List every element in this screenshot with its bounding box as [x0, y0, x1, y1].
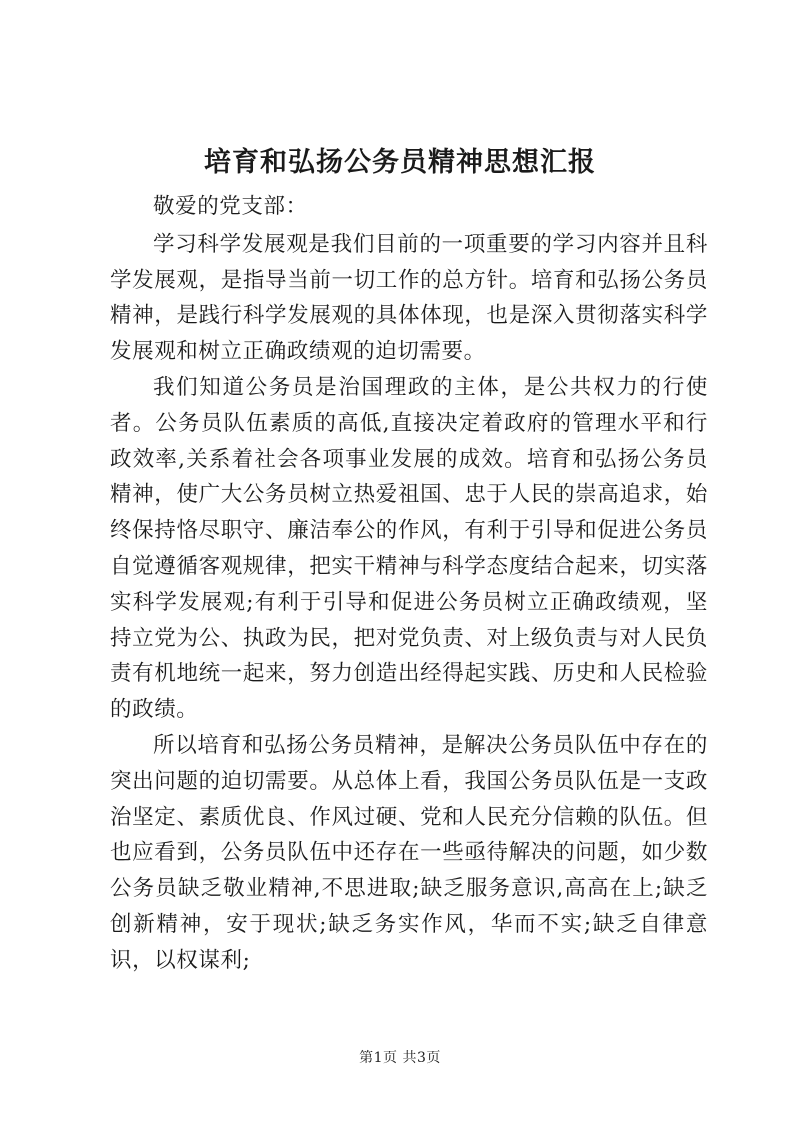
- page-footer: 第1页 共3页: [359, 1050, 441, 1066]
- greeting: 敬爱的党支部：: [153, 194, 308, 219]
- paragraph-2: 我们知道公务员是治国理政的主体，是公共权力的行使者。公务员队伍素质的高低,直接决定着政府的管理水平和行政效率,关系着社会各项事业发展的成效。培育和弘扬公务员精神，使广大公务员树立热爱祖国、忠于人民的崇高追求，始终保持恪尽职守、廉洁奉公的作风，有利于引导和促进公务员自觉遵循客观规律，把实干精神与科学态度结合起来，切实落实科学发展观;有利于引导和促进公务员树立正确政绩观，坚持立党为公、执政为民，把对党负责、对上级负责与对人民负责有机地统一起来，努力创造出经得起实践、历史和人民检验的政绩。: [110, 374, 708, 723]
- document-title: 培育和弘扬公务员精神思想汇报: [204, 147, 596, 178]
- paragraph-3: 所以培育和弘扬公务员精神，是解决公务员队伍中存在的突出问题的迫切需要。从总体上看，我国公务员队伍是一支政治坚定、素质优良、作风过硬、党和人民充分信赖的队伍。但也应看到，公务员队伍中还存在一些亟待解决的问题，如少数公务员缺乏敬业精神,不思进取;缺乏服务意识,高高在上;缺乏创新精神，安于现状;缺乏务实作风，华而不实;缺乏自律意识，以权谋利;: [110, 732, 708, 973]
- document-body: [110, 189, 708, 979]
- paragraph-1: 学习科学发展观是我们目前的一项重要的学习内容并且科学发展观，是指导当前一切工作的总方针。培育和弘扬公务员精神，是践行科学发展观的具体体现，也是深入贯彻落实科学发展观和树立正确政绩观的迫切需要。: [110, 231, 708, 365]
